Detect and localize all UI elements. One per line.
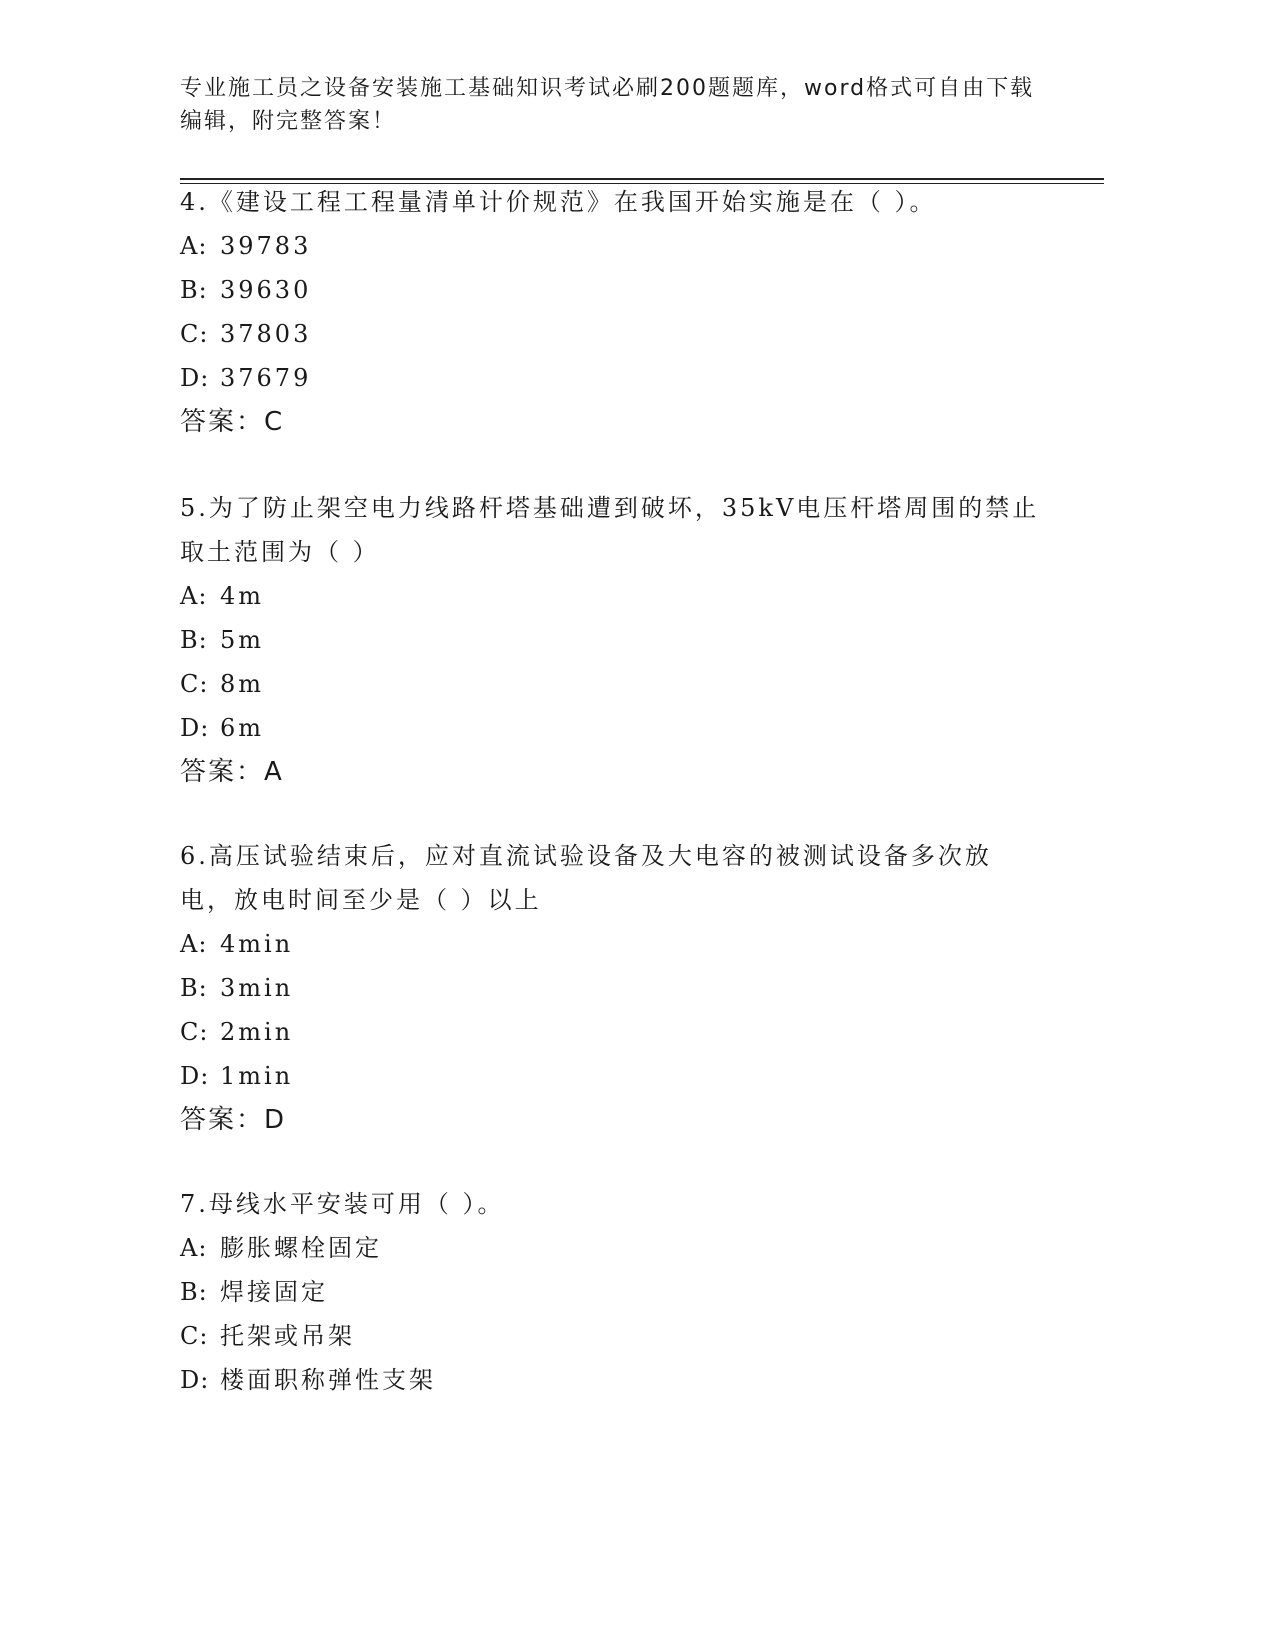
option-key: C:	[180, 320, 209, 348]
option-text: 39630	[220, 276, 312, 304]
header-title-line-1: 专业施工员之设备安装施工基础知识考试必刷200题题库，word格式可自由下载	[180, 76, 1035, 101]
option-a	[180, 1226, 1040, 1270]
option-d	[180, 1358, 1040, 1402]
option-text: 37679	[220, 364, 312, 392]
option-c	[180, 1010, 1040, 1054]
question-stem: 6.高压试验结束后，应对直流试验设备及大电容的被测试设备多次放电，放电时间至少是（ ）以上	[180, 842, 992, 914]
option-b	[180, 268, 1040, 312]
question-4	[180, 180, 1040, 444]
option-key: A:	[180, 1234, 208, 1262]
option-text: 2min	[220, 1018, 294, 1046]
option-d	[180, 706, 1040, 750]
answer-line: 答案：C	[180, 407, 285, 437]
document-header	[180, 72, 1040, 138]
answer-line: 答案：A	[180, 757, 284, 787]
option-key: D:	[180, 1062, 210, 1090]
option-d	[180, 1054, 1040, 1098]
option-key: A:	[180, 582, 208, 610]
option-text: 5m	[220, 626, 265, 654]
option-text: 6m	[220, 714, 265, 742]
option-key: B:	[180, 974, 208, 1002]
option-d	[180, 356, 1040, 400]
option-c	[180, 312, 1040, 356]
question-7	[180, 1182, 1040, 1402]
question-stem: 4.《建设工程工程量清单计价规范》在我国开始实施是在（ ）。	[180, 188, 937, 216]
option-key: A:	[180, 930, 208, 958]
option-text: 膨胀螺栓固定	[220, 1234, 382, 1262]
answer-line: 答案：D	[180, 1105, 287, 1135]
option-key: C:	[180, 670, 209, 698]
option-text: 1min	[220, 1062, 294, 1090]
option-b	[180, 618, 1040, 662]
option-text: 37803	[220, 320, 312, 348]
option-text: 楼面职称弹性支架	[220, 1366, 436, 1394]
question-5	[180, 486, 1040, 794]
option-key: B:	[180, 626, 208, 654]
option-b	[180, 966, 1040, 1010]
option-a	[180, 574, 1040, 618]
option-key: D:	[180, 1366, 210, 1394]
option-text: 3min	[220, 974, 294, 1002]
option-c	[180, 1314, 1040, 1358]
option-key: A:	[180, 232, 208, 260]
option-key: D:	[180, 364, 210, 392]
question-stem: 7.母线水平安装可用（ ）。	[180, 1190, 505, 1218]
option-a	[180, 922, 1040, 966]
option-c	[180, 662, 1040, 706]
option-key: C:	[180, 1018, 209, 1046]
option-text: 4min	[220, 930, 294, 958]
question-6	[180, 834, 1040, 1142]
option-text: 托架或吊架	[220, 1322, 355, 1350]
option-b	[180, 1270, 1040, 1314]
option-text: 39783	[220, 232, 312, 260]
option-text: 4m	[220, 582, 265, 610]
option-key: B:	[180, 276, 208, 304]
option-key: B:	[180, 1278, 208, 1306]
option-text: 焊接固定	[220, 1278, 328, 1306]
option-a	[180, 224, 1040, 268]
option-key: C:	[180, 1322, 209, 1350]
option-key: D:	[180, 714, 210, 742]
option-text: 8m	[220, 670, 265, 698]
header-title-line-2: 编辑，附完整答案！	[180, 109, 397, 134]
question-stem: 5.为了防止架空电力线路杆塔基础遭到破坏，35kV电压杆塔周围的禁止取土范围为（ ）	[180, 494, 1040, 566]
